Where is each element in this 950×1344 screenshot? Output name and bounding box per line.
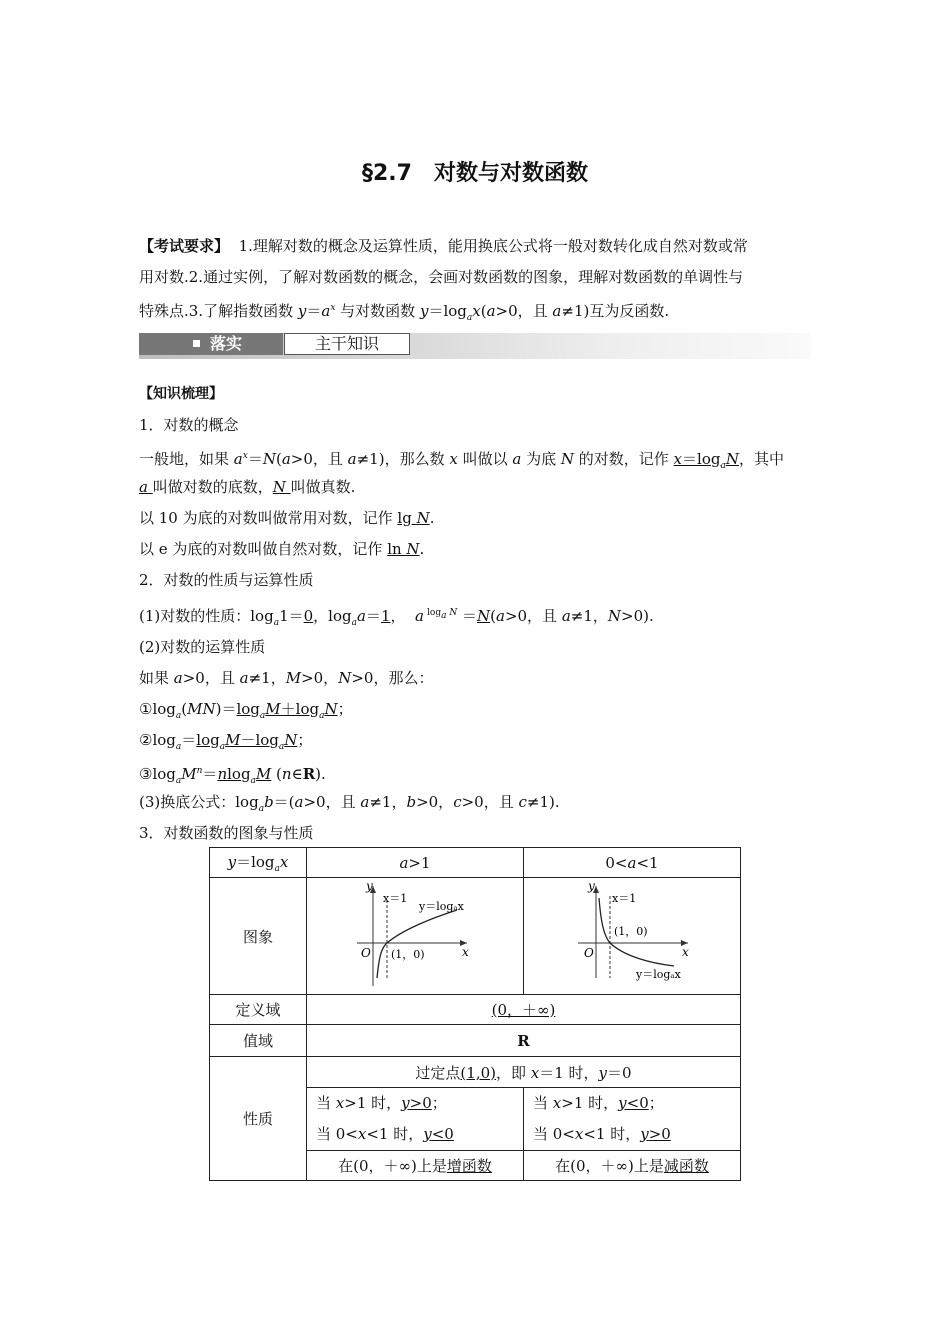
row-props-label: 性质 <box>210 1057 307 1181</box>
svg-text:(1，0): (1，0) <box>614 925 648 938</box>
page-title: §2.7 对数与对数函数 <box>362 161 588 186</box>
graph-a-gt-1 <box>307 878 524 995</box>
section-1-title: 1．对数的概念 <box>139 416 239 434</box>
svg-text:y＝logₐx: y＝logₐx <box>636 968 681 981</box>
sign-gt1: 当 x>1 时，y>0； 当 0<x<1 时，y<0 <box>307 1088 524 1151</box>
requirements-label: 【考试要求】 <box>139 237 230 255</box>
svg-text:O: O <box>361 946 371 960</box>
table-header-gt1: a>1 <box>307 848 524 878</box>
svg-text:y: y <box>588 879 595 893</box>
sign-lt1: 当 x>1 时，y<0； 当 0<x<1 时，y>0 <box>524 1088 741 1151</box>
svg-text:O: O <box>584 946 594 960</box>
banner-left: 落实 <box>139 333 283 355</box>
graph-increasing <box>307 878 523 990</box>
mono-gt1: 在(0，＋∞)上是增函数 <box>307 1151 524 1181</box>
svg-text:y: y <box>366 879 373 893</box>
exam-requirements: 【考试要求】 1.理解对数的概念及运算性质，能用换底公式将一般对数转化成自然对数或常 用对数.2.通过实例，了解对数函数的概念，会画对数函数的图象，理解对数函数的单调性与 特殊点.3.了解指数函数 $y=a^x$ 与对数函数 $y=\log_ax(a>0$，且 a≠1)互为反函数. <box>139 237 748 323</box>
graph-a-lt-1 <box>524 878 741 995</box>
svg-text:y＝logₐx: y＝logₐx <box>419 900 464 913</box>
table-header-lt1: 0<a<1 <box>524 848 741 878</box>
domain-value: (0，＋∞) <box>307 995 741 1025</box>
banner-right: 主干知识 <box>284 333 410 355</box>
mono-lt1: 在(0，＋∞)上是减函数 <box>524 1151 741 1181</box>
section-2-title: 2．对数的性质与运算性质 <box>139 571 314 589</box>
log-definition: 一般地，如果 $a^x=N(a>0$，且 a≠1)，那么数 x 叫做以 a 为底 N 的对数，记作 $x=\log_aN$，其中 <box>139 450 784 471</box>
svg-text:x: x <box>462 945 469 959</box>
svg-text:(1，0): (1，0) <box>391 948 425 961</box>
table-header-func: $y=\log_ax$ <box>210 848 307 878</box>
svg-text:x＝1: x＝1 <box>383 892 408 905</box>
svg-text:x: x <box>682 945 689 959</box>
fixed-point: 过定点(1,0)，即 x＝1 时，y＝0 <box>307 1057 741 1088</box>
row-range-label: 值域 <box>210 1025 307 1057</box>
graph-decreasing <box>524 878 740 990</box>
log-function-table <box>209 847 741 1181</box>
knowledge-heading: 【知识梳理】 <box>139 386 223 402</box>
section-3-title: 3．对数函数的图象与性质 <box>139 824 314 842</box>
row-domain-label: 定义域 <box>210 995 307 1025</box>
row-graph-label: 图象 <box>210 878 307 995</box>
knowledge-body: 【知识梳理】 1．对数的概念 一般地，如果 $a^x=N(a>0$，且 a≠1)，那么数 x 叫做以 a 为底 N 的对数，记作 $x=\log_aN$，其中 a 叫做对数的底数，N 叫做真数. 以 10 为底的对数叫做常用对数，记作 lg N. 以 e 为底的对数叫做自然对数，记作 ln N. 2．对数的性质与运算性质 (1)对数的性质：$\log_a1=0$，$\log_aa=1$， a $\log_a N$ ＝N(a>0，且 a≠1，N>0). (2)对数的运算性质 如果 a>0，且 a≠1，M>0，N>0，那么： $①\log_a(MN)=\log_aM+\log_aN$； $②\log_a=\log_aM-\log_aN$； $③\log_aM^n=nlog_aM$ (n∈R). (3)换底公式：$\log_ab=(a>0$，且 a≠1，b>0，c>0，且 c≠1). 3．对数函数的图象与性质 <box>139 379 811 849</box>
section-banner <box>139 333 811 359</box>
svg-text:x＝1: x＝1 <box>612 892 637 905</box>
range-value: R <box>307 1025 741 1057</box>
